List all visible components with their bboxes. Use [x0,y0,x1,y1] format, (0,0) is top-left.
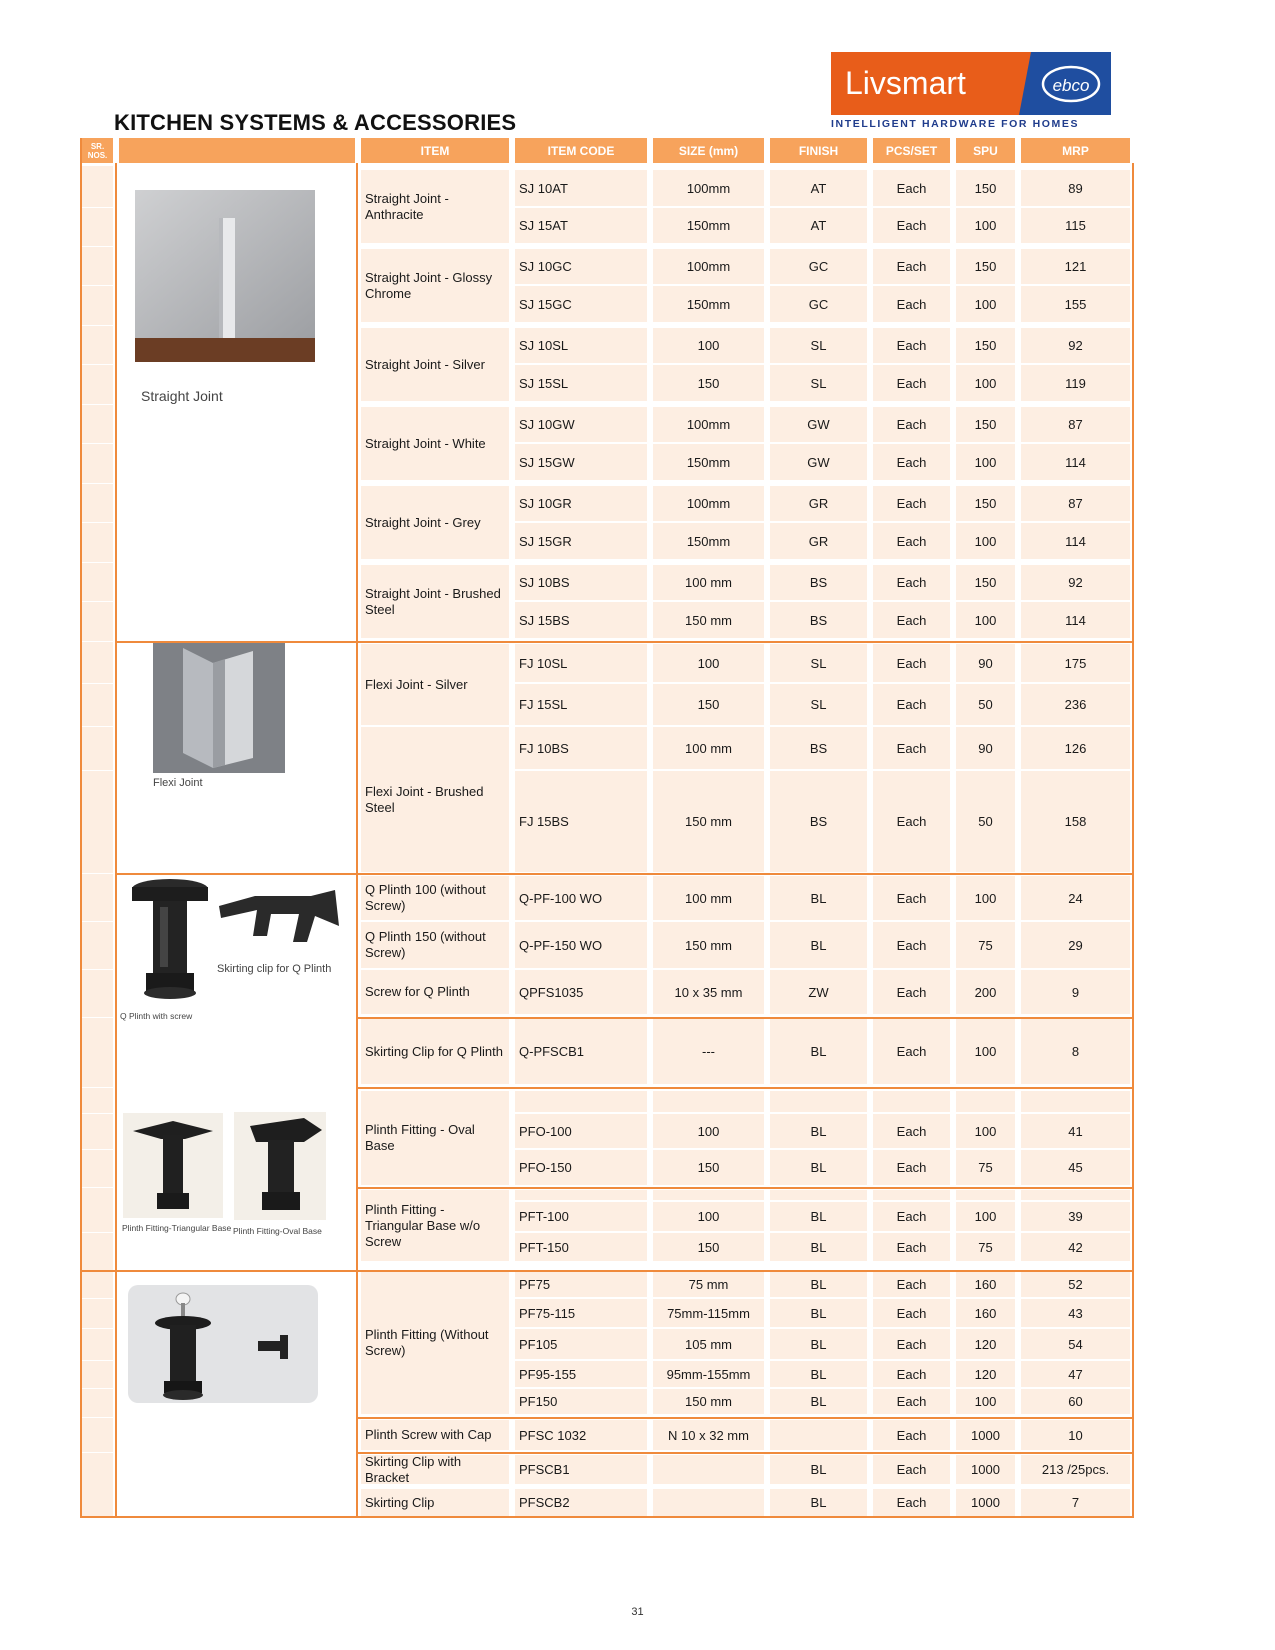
cell-spu: 50 [956,771,1015,872]
sr-row-divider [82,641,113,642]
cell-code: SJ 15GR [515,523,647,559]
item-name: Flexi Joint - Silver [361,644,509,725]
sr-row-divider [82,726,113,727]
cell-finish: BL [770,1389,867,1414]
cell-pcs: Each [873,644,950,682]
cell-finish: BL [770,1455,867,1484]
cell-finish: GR [770,486,867,521]
cell-pcs: Each [873,1150,950,1185]
cell-spu: 100 [956,208,1015,243]
section-divider [116,873,1133,875]
cell-pcs: Each [873,208,950,243]
cell-spu: 1000 [956,1455,1015,1484]
cell-mrp: 213 /25pcs. [1021,1455,1130,1484]
cell-finish: BS [770,565,867,600]
cell-pcs: Each [873,328,950,363]
cell-finish: AT [770,208,867,243]
cell-pcs: Each [873,365,950,401]
cell-mrp: 9 [1021,970,1130,1014]
cell-code: PFO-100 [515,1114,647,1148]
cell-spu: 100 [956,1202,1015,1231]
cell-finish: GC [770,249,867,284]
cell-mrp: 119 [1021,365,1130,401]
cell-pcs: Each [873,684,950,725]
item-divider [358,1017,1133,1019]
cell-mrp: 45 [1021,1150,1130,1185]
cell-size: 100 [653,328,764,363]
image-border-right [356,163,358,1518]
cell-pcs: Each [873,602,950,638]
cell-code: PFT-100 [515,1202,647,1231]
cell-mrp: 7 [1021,1489,1130,1516]
cell-size: 95mm-155mm [653,1361,764,1387]
cell-finish: BL [770,1233,867,1261]
item-name: Plinth Fitting - Triangular Base w/o Screw [361,1190,509,1261]
cell-pcs: Each [873,1272,950,1297]
sr-row-divider [82,1232,113,1233]
cell-finish: SL [770,365,867,401]
q-plinth-caption: Q Plinth with screw [120,1011,193,1021]
cell-code: FJ 10BS [515,727,647,769]
sr-row-divider [82,1149,113,1150]
cell-mrp: 92 [1021,565,1130,600]
cell-finish: GW [770,444,867,480]
cell-pcs: Each [873,1233,950,1261]
cell-size [653,1455,764,1484]
straight-joint-image [135,190,315,380]
sr-row-divider [82,1388,113,1389]
cell-spu: 100 [956,876,1015,920]
cell-mrp: 54 [1021,1329,1130,1359]
sr-row-divider [82,246,113,247]
header-size: SIZE (mm) [653,138,764,163]
skirting-clip-image [215,886,347,948]
cell-size: 150mm [653,444,764,480]
item-name: Plinth Screw with Cap [361,1420,509,1450]
cell-mrp [1021,1190,1130,1200]
cell-pcs [873,1091,950,1112]
cell-spu: 75 [956,1150,1015,1185]
cell-code: PFO-150 [515,1150,647,1185]
cell-code: SJ 10SL [515,328,647,363]
cell-size: 10 x 35 mm [653,970,764,1014]
cell-size: 100mm [653,407,764,442]
cell-spu: 100 [956,365,1015,401]
cell-spu: 100 [956,1389,1015,1414]
cell-spu: 75 [956,1233,1015,1261]
cell-mrp: 89 [1021,170,1130,206]
cell-code: PFSCB1 [515,1455,647,1484]
cell-finish: BL [770,1150,867,1185]
brand-tagline: INTELLIGENT HARDWARE FOR HOMES [831,118,1080,130]
item-name: Plinth Fitting - Oval Base [361,1091,509,1185]
cell-code: SJ 15GW [515,444,647,480]
header-pcs: PCS/SET [873,138,950,163]
sr-row-divider [82,1298,113,1299]
cell-spu [956,1091,1015,1112]
cell-spu: 150 [956,407,1015,442]
cell-pcs: Each [873,1329,950,1359]
sr-row-divider [82,601,113,602]
cell-finish: GR [770,523,867,559]
header-sr: SR. NOS. [82,138,113,163]
cell-mrp: 155 [1021,286,1130,322]
cell-pcs: Each [873,444,950,480]
cell-mrp: 52 [1021,1272,1130,1297]
cell-mrp: 8 [1021,1019,1130,1084]
cell-size: 150 mm [653,602,764,638]
cell-mrp: 47 [1021,1361,1130,1387]
cell-code: SJ 15AT [515,208,647,243]
sr-row-divider [82,483,113,484]
cell-size: 150 [653,365,764,401]
page-title: KITCHEN SYSTEMS & ACCESSORIES [114,110,517,135]
cell-spu: 100 [956,1114,1015,1148]
cell-pcs: Each [873,1389,950,1414]
sr-column [82,166,113,1517]
cell-finish [770,1190,867,1200]
item-name: Straight Joint - White [361,407,509,480]
cell-mrp: 114 [1021,444,1130,480]
cell-size: 100 [653,1114,764,1148]
cell-finish: BS [770,602,867,638]
cell-mrp: 158 [1021,771,1130,872]
cell-size: 100 [653,644,764,682]
header-mrp: MRP [1021,138,1130,163]
cell-mrp: 87 [1021,486,1130,521]
item-name: Skirting Clip [361,1489,509,1516]
cell-pcs: Each [873,1299,950,1327]
cell-finish: BL [770,1299,867,1327]
cell-size: 150 mm [653,1389,764,1414]
cell-finish: BL [770,1329,867,1359]
item-name: Straight Joint - Brushed Steel [361,565,509,638]
cell-finish: BL [770,876,867,920]
header-spu: SPU [956,138,1015,163]
cell-pcs: Each [873,565,950,600]
cell-size: --- [653,1019,764,1084]
header-img [119,138,355,163]
cell-mrp: 24 [1021,876,1130,920]
cell-code: SJ 15GC [515,286,647,322]
cell-code: PF150 [515,1389,647,1414]
cell-code: PF75 [515,1272,647,1297]
cell-finish: BL [770,1361,867,1387]
cell-pcs: Each [873,1202,950,1231]
sr-border-right [115,163,117,1518]
cell-size: 150 mm [653,922,764,968]
cell-pcs: Each [873,1489,950,1516]
cell-spu: 150 [956,565,1015,600]
cell-spu: 100 [956,286,1015,322]
item-name: Straight Joint - Silver [361,328,509,401]
cell-pcs: Each [873,1455,950,1484]
item-name: Plinth Fitting (Without Screw) [361,1272,509,1414]
cell-size: 150 mm [653,771,764,872]
cell-code: PF75-115 [515,1299,647,1327]
sr-row-divider [82,1087,113,1088]
cell-pcs: Each [873,249,950,284]
cell-size [653,1190,764,1200]
cell-mrp: 126 [1021,727,1130,769]
cell-mrp [1021,1091,1130,1112]
item-name: Q Plinth 100 (without Screw) [361,876,509,920]
cell-code [515,1091,647,1112]
sr-row-divider [82,364,113,365]
cell-finish: BL [770,1272,867,1297]
cell-pcs: Each [873,523,950,559]
item-name: Straight Joint - Grey [361,486,509,559]
cell-pcs: Each [873,1420,950,1450]
sr-row-divider [82,325,113,326]
cell-mrp: 29 [1021,922,1130,968]
cell-mrp: 10 [1021,1420,1130,1450]
cell-size: N 10 x 32 mm [653,1420,764,1450]
sr-row-divider [82,969,113,970]
cell-size [653,1489,764,1516]
cell-spu: 90 [956,644,1015,682]
cell-size: 150mm [653,286,764,322]
cell-finish: ZW [770,970,867,1014]
cell-mrp: 87 [1021,407,1130,442]
sr-row-divider [82,522,113,523]
cell-spu: 1000 [956,1489,1015,1516]
cell-mrp: 121 [1021,249,1130,284]
cell-spu: 150 [956,486,1015,521]
cell-mrp: 114 [1021,602,1130,638]
cell-pcs: Each [873,1361,950,1387]
cell-pcs: Each [873,1019,950,1084]
plinth-triangular-image [123,1113,223,1218]
cell-code: SJ 10GW [515,407,647,442]
cell-finish: BS [770,727,867,769]
sr-row-divider [82,443,113,444]
flexi-joint-image [153,643,285,773]
sr-row-divider [82,1017,113,1018]
cell-size: 150 [653,1233,764,1261]
cell-spu: 150 [956,249,1015,284]
item-divider [358,1452,1133,1454]
cell-code [515,1190,647,1200]
sr-row-divider [82,1360,113,1361]
table-border-right [1132,163,1134,1518]
sr-row-divider [82,1113,113,1114]
item-name: Flexi Joint - Brushed Steel [361,727,509,872]
plinth-triangular-caption: Plinth Fitting-Triangular Base [122,1223,232,1233]
sr-row-divider [82,683,113,684]
cell-size: 150mm [653,208,764,243]
cell-size: 105 mm [653,1329,764,1359]
q-plinth-image [120,877,220,1007]
item-name: Skirting Clip with Bracket [361,1455,509,1484]
cell-code: SJ 10BS [515,565,647,600]
cell-size: 100 mm [653,565,764,600]
item-name: Skirting Clip for Q Plinth [361,1019,509,1084]
cell-code: PFSCB2 [515,1489,647,1516]
cell-mrp: 115 [1021,208,1130,243]
cell-finish: BL [770,1114,867,1148]
cell-finish: SL [770,644,867,682]
cell-finish: BL [770,1202,867,1231]
cell-finish [770,1420,867,1450]
logo-wordmark: Livsmart [845,65,966,101]
cell-code: FJ 10SL [515,644,647,682]
cell-spu: 90 [956,727,1015,769]
header-code: ITEM CODE [515,138,647,163]
sr-row-divider [82,562,113,563]
cell-size: 75mm-115mm [653,1299,764,1327]
cell-finish: BL [770,922,867,968]
cell-finish [770,1091,867,1112]
cell-spu: 100 [956,523,1015,559]
cell-spu: 150 [956,328,1015,363]
cell-spu: 150 [956,170,1015,206]
cell-mrp: 39 [1021,1202,1130,1231]
sr-row-divider [82,873,113,874]
straight-joint-caption: Straight Joint [141,388,223,404]
cell-size: 150 [653,1150,764,1185]
cell-pcs: Each [873,970,950,1014]
cell-pcs: Each [873,771,950,872]
cell-size: 100 [653,1202,764,1231]
sr-row-divider [82,1452,113,1453]
cell-finish: BS [770,771,867,872]
cell-mrp: 60 [1021,1389,1130,1414]
cell-code: SJ 10AT [515,170,647,206]
cell-spu: 100 [956,602,1015,638]
cell-code: QPFS1035 [515,970,647,1014]
header-item: ITEM [361,138,509,163]
sr-row-divider [82,1417,113,1418]
cell-size [653,1091,764,1112]
cell-pcs: Each [873,486,950,521]
cell-pcs: Each [873,727,950,769]
sr-row-divider [82,207,113,208]
cell-mrp: 43 [1021,1299,1130,1327]
item-name: Screw for Q Plinth [361,970,509,1014]
cell-finish: GW [770,407,867,442]
cell-size: 75 mm [653,1272,764,1297]
cell-spu: 160 [956,1272,1015,1297]
sr-row-divider [82,1187,113,1188]
cell-code: FJ 15BS [515,771,647,872]
cell-mrp: 236 [1021,684,1130,725]
cell-pcs: Each [873,1114,950,1148]
cell-mrp: 175 [1021,644,1130,682]
cell-spu: 1000 [956,1420,1015,1450]
logo-badge: ebco [1052,76,1090,95]
cell-spu: 50 [956,684,1015,725]
cell-code: Q-PF-150 WO [515,922,647,968]
cell-pcs: Each [873,876,950,920]
item-name: Straight Joint - Anthracite [361,170,509,243]
cell-mrp: 114 [1021,523,1130,559]
cell-pcs: Each [873,170,950,206]
cell-code: Q-PFSCB1 [515,1019,647,1084]
plinth-fitting-image [128,1285,318,1403]
cell-spu [956,1190,1015,1200]
cell-finish: GC [770,286,867,322]
cell-code: SJ 15BS [515,602,647,638]
cell-spu: 200 [956,970,1015,1014]
cell-pcs: Each [873,407,950,442]
cell-mrp: 92 [1021,328,1130,363]
table-border-bottom [80,1516,1133,1518]
item-name: Straight Joint - Glossy Chrome [361,249,509,322]
cell-size: 100mm [653,486,764,521]
table-border-left [80,138,82,1518]
cell-size: 100 mm [653,876,764,920]
cell-pcs [873,1190,950,1200]
item-divider [358,1087,1133,1089]
cell-spu: 120 [956,1329,1015,1359]
cell-mrp: 41 [1021,1114,1130,1148]
cell-finish: SL [770,328,867,363]
sr-row-divider [82,404,113,405]
sr-row-divider [82,921,113,922]
cell-code: PF95-155 [515,1361,647,1387]
cell-mrp: 42 [1021,1233,1130,1261]
plinth-oval-caption: Plinth Fitting-Oval Base [233,1226,322,1236]
sr-row-divider [82,1328,113,1329]
cell-pcs: Each [873,922,950,968]
cell-size: 100 mm [653,727,764,769]
cell-spu: 160 [956,1299,1015,1327]
item-divider [358,1187,1133,1189]
skirting-clip-caption: Skirting clip for Q Plinth [217,963,332,975]
page-number: 31 [631,1606,644,1618]
item-divider [358,1417,1133,1419]
cell-code: PFT-150 [515,1233,647,1261]
cell-size: 150 [653,684,764,725]
flexi-joint-caption: Flexi Joint [153,777,203,789]
sr-row-divider [82,285,113,286]
item-name: Q Plinth 150 (without Screw) [361,922,509,968]
cell-code: PF105 [515,1329,647,1359]
cell-code: SJ 10GC [515,249,647,284]
header-finish: FINISH [770,138,867,163]
cell-finish: AT [770,170,867,206]
cell-code: PFSC 1032 [515,1420,647,1450]
plinth-oval-image [234,1112,326,1220]
cell-finish: BL [770,1489,867,1516]
cell-spu: 100 [956,444,1015,480]
cell-finish: BL [770,1019,867,1084]
section-divider [80,1270,1133,1272]
cell-spu: 120 [956,1361,1015,1387]
sr-row-divider [82,770,113,771]
cell-size: 100mm [653,170,764,206]
cell-spu: 75 [956,922,1015,968]
cell-spu: 100 [956,1019,1015,1084]
cell-code: FJ 15SL [515,684,647,725]
cell-size: 100mm [653,249,764,284]
cell-code: Q-PF-100 WO [515,876,647,920]
cell-finish: SL [770,684,867,725]
cell-code: SJ 10GR [515,486,647,521]
cell-size: 150mm [653,523,764,559]
cell-code: SJ 15SL [515,365,647,401]
cell-pcs: Each [873,286,950,322]
